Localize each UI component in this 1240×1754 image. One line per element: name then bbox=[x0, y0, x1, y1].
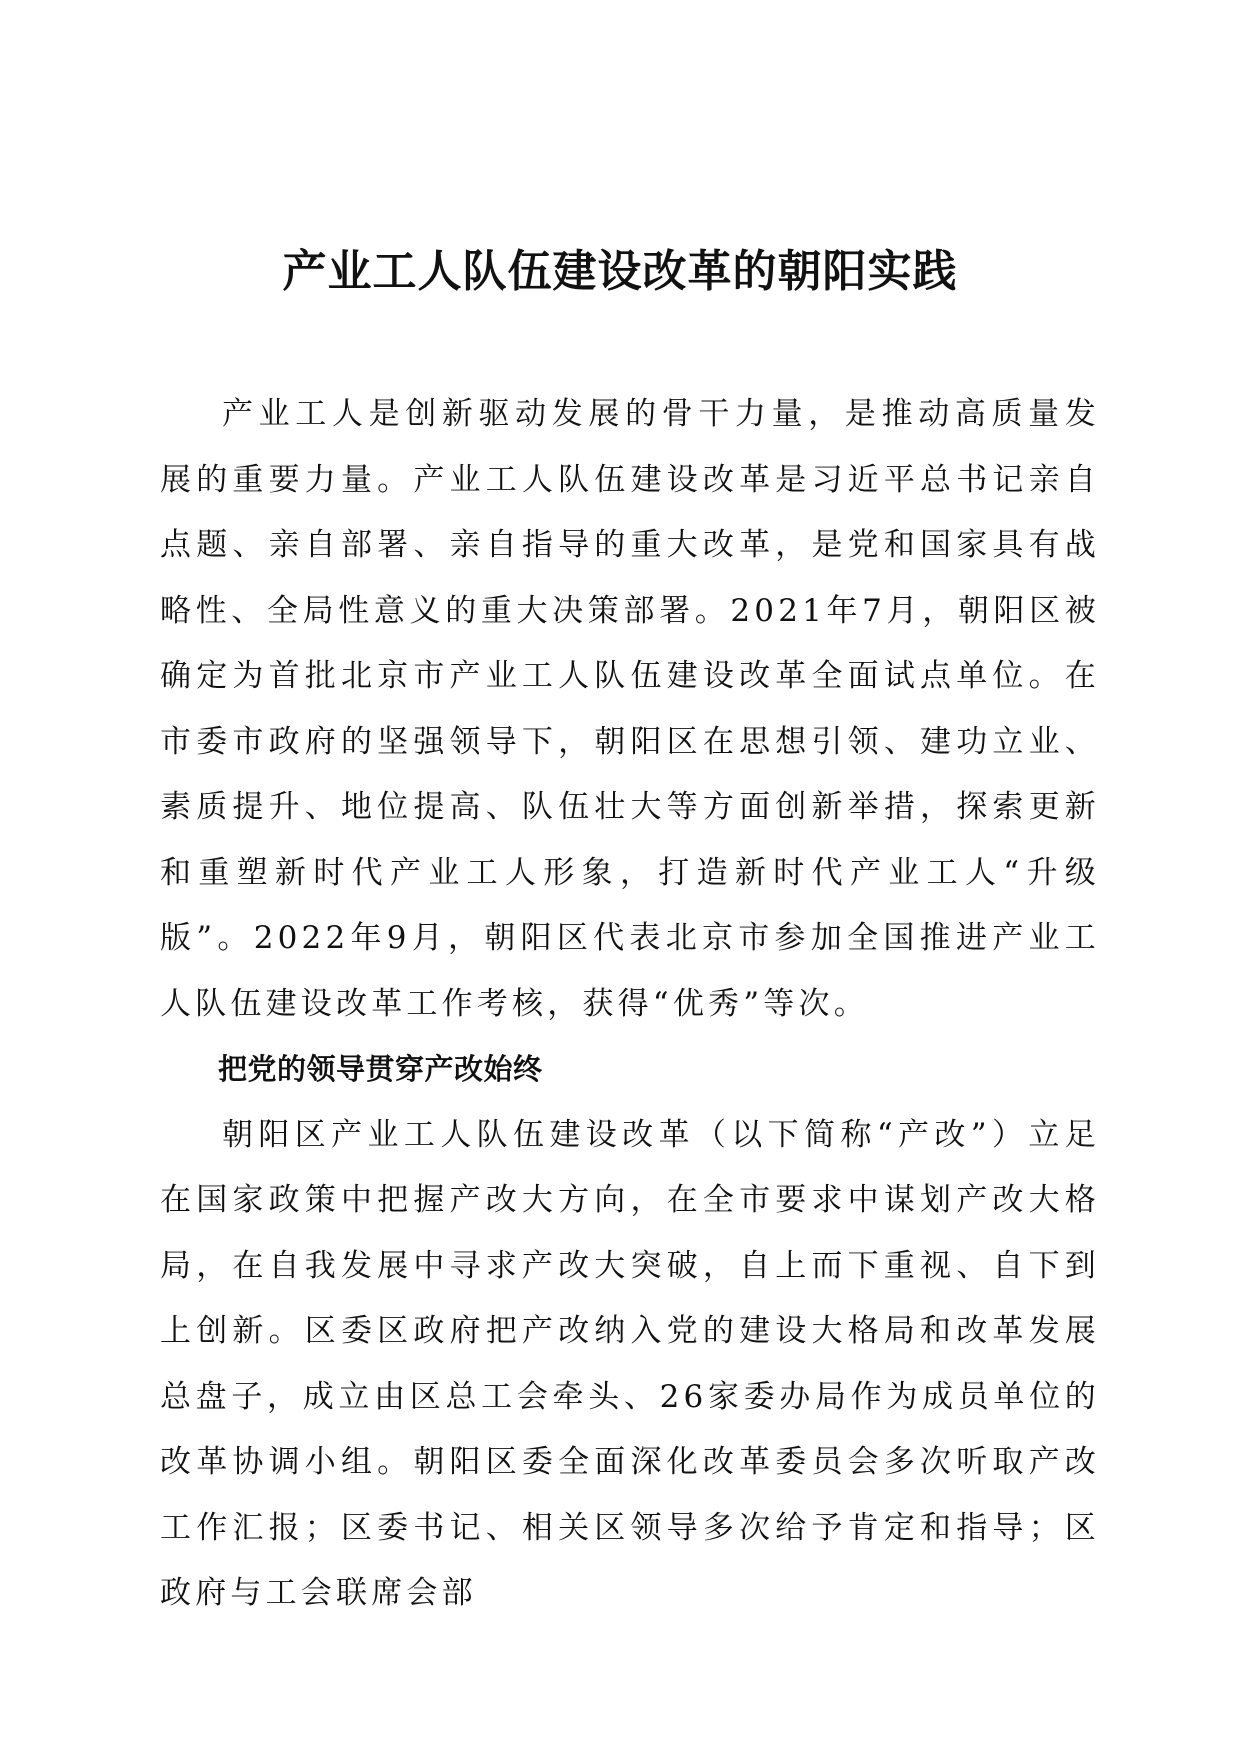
section-heading: 把党的领导贯穿产改始终 bbox=[218, 1052, 543, 1086]
section-paragraph: 朝阳区产业工人队伍建设改革（以下简称“产改”）立足在国家政策中把握产改大方向，在全市要求中谋划产改大格局，在自我发展中寻求产改大突破，自上而下重视、自下到上创新。区委区政府把产改纳入党的建设大格局和改革发展总盘子，成立由区总工会牵头、26家委办局作为成员单位的改革协调小组。朝阳区委全面深化改革委员会多次听取产改工作汇报；区委书记、相关区领导多次给予肯定和指导；区政府与工会联席会部 bbox=[160, 1116, 1100, 1611]
document-body bbox=[160, 382, 1100, 1627]
document-title: 产业工人队伍建设改革的朝阳实践 bbox=[282, 246, 958, 297]
intro-paragraph: 产业工人是创新驱动发展的骨干力量，是推动高质量发展的重要力量。产业工人队伍建设改革是习近平总书记亲自点题、亲自部署、亲自指导的重大改革，是党和国家具有战略性、全局性意义的重大决策部署。2021年7月，朝阳区被确定为首批北京市产业工人队伍建设改革全面试点单位。在市委市政府的坚强领导下，朝阳区在思想引领、建功立业、素质提升、地位提高、队伍壮大等方面创新举措，探索更新和重塑新时代产业工人形象，打造新时代产业工人“升级版”。2022年9月，朝阳区代表北京市参加全国推进产业工人队伍建设改革工作考核，获得“优秀”等次。 bbox=[160, 396, 1100, 1022]
